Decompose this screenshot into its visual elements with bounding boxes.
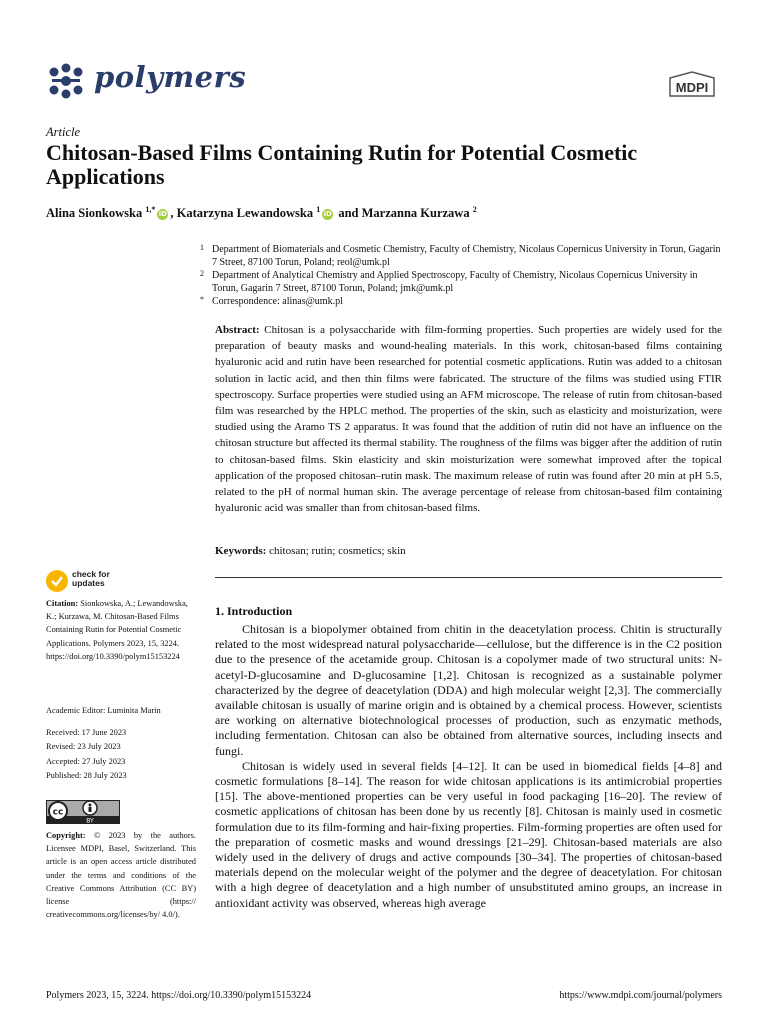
citation-label: Citation:: [46, 599, 79, 608]
check-for-updates-icon[interactable]: [46, 570, 68, 592]
author-name[interactable]: and Marzanna Kurzawa: [338, 206, 470, 221]
orcid-icon[interactable]: iD: [323, 209, 332, 218]
check-for-updates-button[interactable]: check for updates: [72, 569, 110, 588]
affiliation: [200, 269, 722, 295]
citation-text[interactable]: Sionkowska, A.; Lewandowska, K.; Kurzawa, M. Chitosan-Based Films Containing Rutin for Potential Cosmetic Applications. Polymers 2023, 15, 3224. https://doi.org/10.3390/polym15153224: [46, 599, 188, 661]
copyright-text: © 2023 by the authors. Licensee MDPI, Basel, Switzerland. This article is an open access article distributed under the terms and conditions of the Creative Commons Attribution (CC BY) license (https:// creativecommons.org/licenses/by/ 4.0/).: [46, 831, 197, 920]
affiliation-text: Department of Biomaterials and Cosmetic Chemistry, Faculty of Chemistry, Nicolaus Copernicus University in Torun, Gagarin 7 Street, 87100 Torun, Poland; reol@umk.pl: [212, 244, 721, 268]
svg-text:MDPI: MDPI: [675, 80, 709, 95]
date-accepted: Accepted: 27 July 2023: [46, 757, 126, 766]
affiliation: [200, 243, 722, 269]
footer-citation: Polymers 2023, 15, 3224. https://doi.org/10.3390/polym15153224: [46, 990, 312, 1001]
abstract: [215, 322, 722, 516]
affiliation-text: Department of Analytical Chemistry and Applied Spectroscopy, Faculty of Chemistry, Nicolaus Copernicus University in Torun, Gagarin 7 Street, 87100 Torun, Poland; jmk@umk.pl: [212, 270, 698, 294]
journal-name: polymers: [94, 60, 247, 94]
affiliation-text: Correspondence: alinas@umk.pl: [212, 296, 343, 307]
article-type: Article: [46, 125, 81, 139]
keywords-label: Keywords:: [215, 545, 267, 557]
affiliation: [200, 295, 722, 308]
paper-title: Chitosan-Based Films Containing Rutin for Potential Cosmetic Applications: [46, 140, 638, 189]
abstract-text: Chitosan is a polysaccharide with film-forming properties. Such properties are widely used for the preparation of beauty masks and wound-healing materials. In this work, chitosan-based films containing hyaluronic acid and rutin have been researched for potential cosmetic applications. Rutin was added to a chitosan solution in lactic acid, and then thin films were fabricated. The structure of the films was studied using FTIR spectroscopy. Surface properties were studied using an AFM microscope. The release of rutin from chitosan-based film was researched by the HPLC method. The properties of the skin, such as elasticity and moisturization, were studied using the Aramo TS 2 apparatus. It was found that the addition of rutin did not have an influence on the chitosan structure but affected its thermal stability. The roughness of the films was bigger after the addition of rutin to chitosan-based films. Skin elasticity and skin moisturization were somewhat improved after the topical application of the proposed chitosan–rutin mask. The maximum release of rutin was found after 20 min at pH 5.5, related to the pH of normal human skin. The average percentage of release from chitosan-based film containing hyaluronic acid was smaller than from chitosan-based films.: [215, 324, 722, 515]
section-divider: [215, 577, 722, 578]
academic-editor: Academic Editor: Luminita Marin: [46, 706, 161, 715]
svg-text:cc: cc: [52, 807, 64, 818]
author-list: [46, 205, 477, 221]
paragraph: Chitosan is widely used in several fields [4–12]. It can be used in biomedical fields [4–8] and cosmetic formulations [8–14]. The reason for wide chitosan applications is its antimicrobial properties [15]. The above-mentioned properties can be very useful in food packaging [16–20]. The review of cosmetic applications of chitosan has been done by us recently [8]. Chitosan is mainly used in cosmetic formulation due to its film-forming and hair-fixing properties. Film-forming properties are often used for the preparation of cosmetic masks and wound dressings [21–29]. Chitosan-based materials are also widely used in the delivery of drugs and active compounds [30–34]. The properties of chitosan-based materials depend on the molecular weight of the polymer and the degree of deacetylation. For chitosan with a high degree of deacetylation and a high number of unsubstituted amino groups, an increase in antioxidant activity was observed, whereas high average: [215, 758, 722, 910]
affiliation-number: 1: [200, 243, 204, 252]
keywords: [215, 545, 722, 557]
date-received: Received: 17 June 2023: [46, 728, 127, 737]
copyright-notice: [46, 829, 196, 921]
paragraph: Chitosan is a biopolymer obtained from chitin in the deacetylation process. Chitin is structurally related to the most widespread natural polysaccharide—cellulose, but the difference is in the C2 position due to the presence of the acetamide group. Chitosan is a copolymer made of two structural units: N-acetyl-D-glucosamine and D-glucosamine [1,2]. Chitosan is recognized as a sustainable polymer characterized by the degree of deacetylation (DDA) and high molecular weight [2,3]. The commercially available chitosan is usually of marine origin and is obtained by a chemical process. However, scientists are working on alternative biotechnological processes of production, such as enzymatic methods, including fermentation. Chitosan can also be obtained from alternative sources, including insects and fungi.: [215, 622, 722, 758]
date-revised: Revised: 23 July 2023: [46, 742, 121, 751]
author-affil: 2: [472, 205, 477, 214]
cc-by-license-icon[interactable]: [46, 800, 120, 824]
keywords-text: chitosan; rutin; cosmetics; skin: [269, 545, 406, 557]
author-name[interactable]: , Katarzyna Lewandowska: [170, 206, 314, 221]
section-heading: 1. Introduction: [215, 604, 293, 618]
author-affil: 1: [316, 205, 321, 214]
author-name[interactable]: Alina Sionkowska: [46, 206, 143, 221]
mdpi-logo-icon: [666, 70, 718, 100]
svg-text:BY: BY: [86, 817, 94, 824]
footer-journal-link[interactable]: https://www.mdpi.com/journal/polymers: [559, 990, 722, 1001]
author-affil: 1,*: [145, 205, 156, 214]
copyright-label: Copyright:: [46, 831, 86, 840]
abstract-label: Abstract:: [215, 324, 260, 336]
citation: [46, 597, 196, 663]
orcid-icon[interactable]: iD: [158, 209, 167, 218]
affiliation-number: *: [200, 295, 204, 304]
date-published: Published: 28 July 2023: [46, 771, 127, 780]
polymers-logo-icon: [46, 62, 86, 102]
body-text: [215, 622, 722, 911]
affiliation-number: 2: [200, 269, 204, 278]
